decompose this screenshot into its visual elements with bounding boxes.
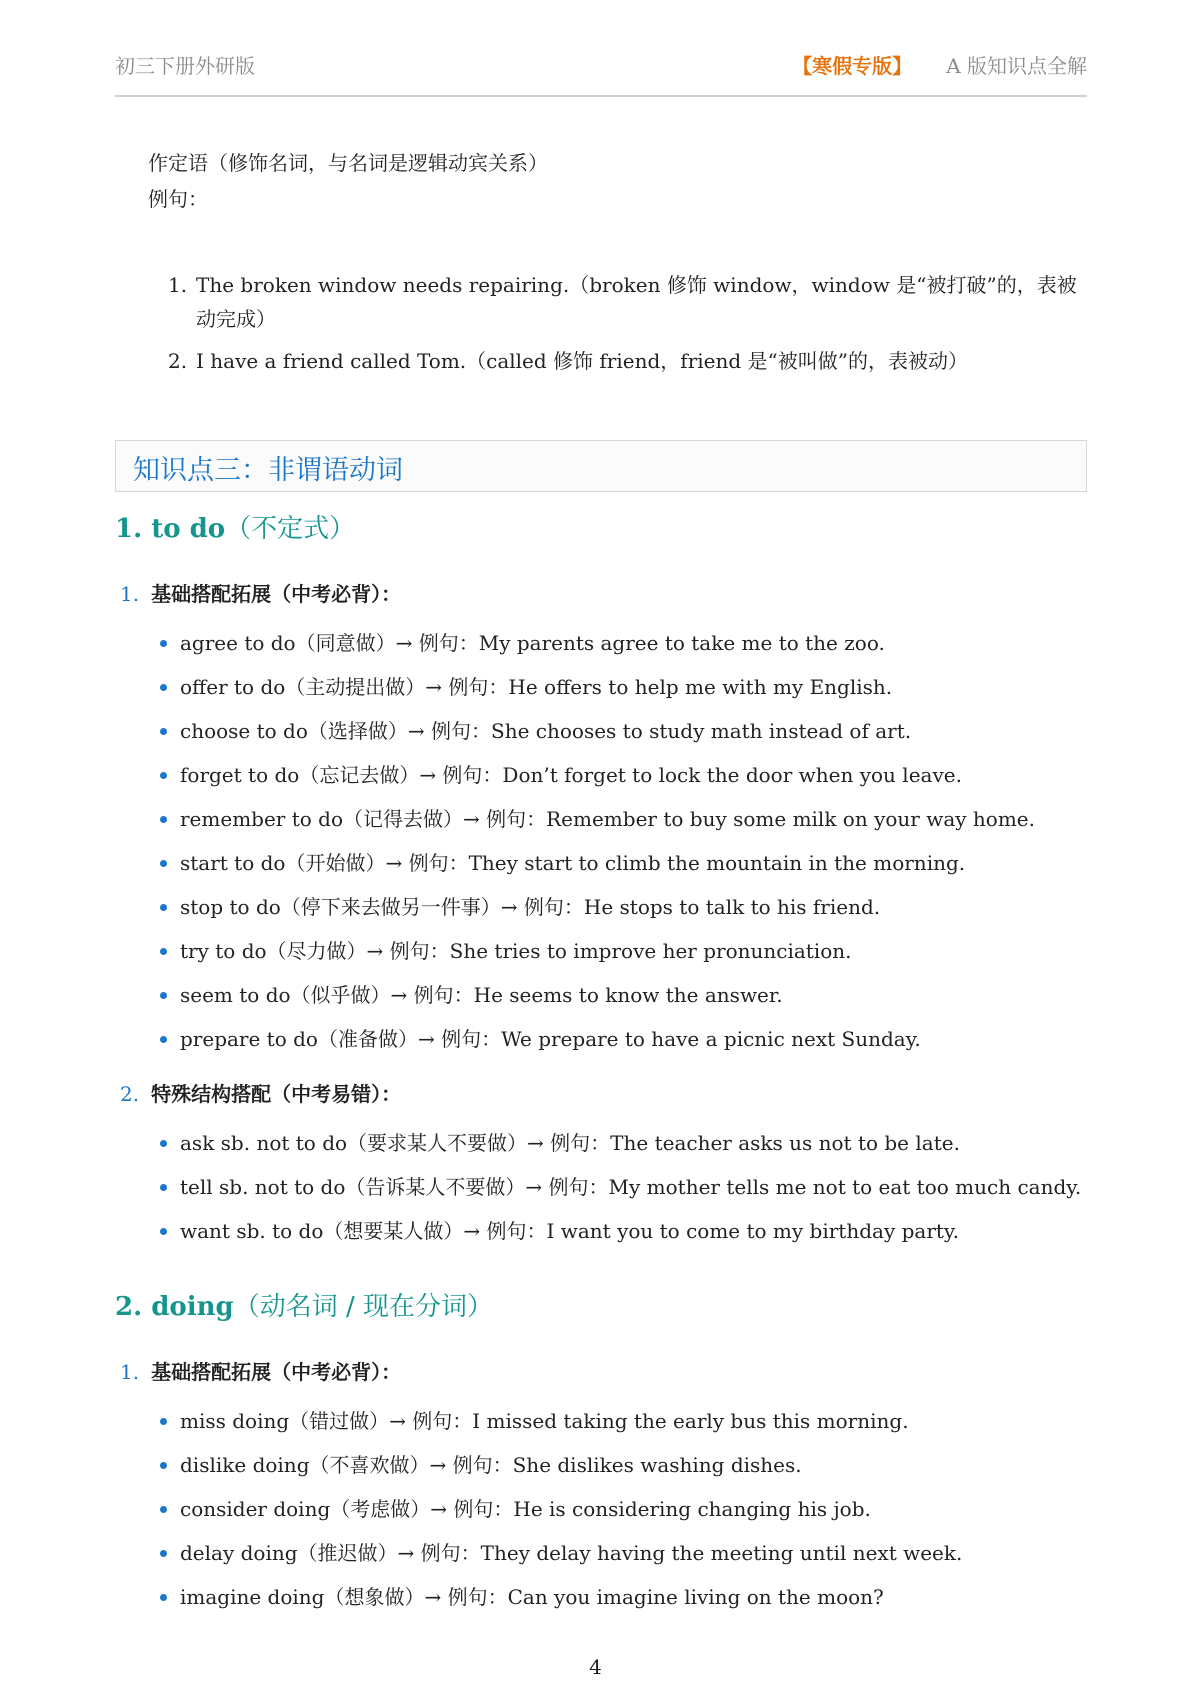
list-item (160, 672, 1035, 716)
bullet-icon (160, 948, 167, 955)
subheading-doing-en: 2. doing (115, 1292, 234, 1322)
to-do-basic-list (160, 628, 1035, 1068)
list-item (160, 804, 1035, 848)
group-label (120, 578, 401, 607)
list-item (160, 1172, 1081, 1216)
bullet-icon (160, 860, 167, 867)
bullet-icon (160, 1550, 167, 1557)
intro-block (148, 145, 548, 217)
subheading-to-do-cn: （不定式） (225, 514, 356, 544)
subheading-doing (115, 1286, 493, 1323)
list-item-text: forget to do（忘记去做）→ 例句：Don’t forget to lock the door when you leave. (180, 763, 962, 787)
to-do-special-list (160, 1128, 1081, 1260)
list-item (160, 1494, 962, 1538)
bullet-icon (160, 728, 167, 735)
example-number: 1. (168, 273, 188, 297)
list-item-text: imagine doing（想象做）→ 例句：Can you imagine living on the moon? (180, 1585, 884, 1609)
example-number: 2. (168, 349, 188, 373)
bullet-icon (160, 1462, 167, 1469)
bullet-icon (160, 1506, 167, 1513)
list-item (160, 1582, 962, 1626)
group-number: 2. (120, 1082, 140, 1106)
list-item (160, 760, 1035, 804)
list-item-text: consider doing（考虑做）→ 例句：He is considering changing his job. (180, 1497, 871, 1521)
bullet-icon (160, 640, 167, 647)
group-title: 特殊结构搭配（中考易错）： (151, 1082, 402, 1106)
list-item-text: offer to do（主动提出做）→ 例句：He offers to help me with my English. (180, 675, 893, 699)
group-number: 1. (120, 582, 140, 606)
list-item-text: miss doing（错过做）→ 例句：I missed taking the early bus this morning. (180, 1409, 909, 1433)
list-item-text: agree to do（同意做）→ 例句：My parents agree to take me to the zoo. (180, 631, 885, 655)
list-item (160, 980, 1035, 1024)
list-item (160, 936, 1035, 980)
list-item (160, 1024, 1035, 1068)
list-item-text: seem to do（似乎做）→ 例句：He seems to know the answer. (180, 983, 783, 1007)
doing-basic-list (160, 1406, 962, 1626)
bullet-icon (160, 1036, 167, 1043)
intro-line-attributive: 作定语（修饰名词，与名词是逻辑动宾关系） (148, 151, 548, 175)
list-item-text: choose to do（选择做）→ 例句：She chooses to study math instead of art. (180, 719, 912, 743)
list-item-text: delay doing（推迟做）→ 例句：They delay having the meeting until next week. (180, 1541, 963, 1565)
bullet-icon (160, 816, 167, 823)
list-item (160, 1216, 1081, 1260)
example-item (168, 344, 1087, 378)
subheading-to-do (115, 508, 355, 545)
list-item (160, 716, 1035, 760)
list-item-text: dislike doing（不喜欢做）→ 例句：She dislikes washing dishes. (180, 1453, 802, 1477)
list-item-text: tell sb. not to do（告诉某人不要做）→ 例句：My mother tells me not to eat too much candy. (180, 1175, 1082, 1199)
list-item-text: try to do（尽力做）→ 例句：She tries to improve her pronunciation. (180, 939, 852, 963)
section-title: 知识点三：非谓语动词 (133, 455, 403, 486)
example-text: I have a friend called Tom.（called 修饰 friend，friend 是“被叫做”的，表被动） (196, 349, 968, 373)
page-number: 4 (589, 1655, 602, 1679)
bullet-icon (160, 1140, 167, 1147)
group-label (120, 1078, 401, 1107)
list-item-text: stop to do（停下来去做另一件事）→ 例句：He stops to talk to his friend. (180, 895, 881, 919)
header-right-group (792, 50, 1087, 79)
bullet-icon (160, 684, 167, 691)
list-item (160, 628, 1035, 672)
header-divider (115, 95, 1087, 97)
bullet-icon (160, 1228, 167, 1235)
group-title: 基础搭配拓展（中考必背）： (151, 582, 402, 606)
intro-line-example-label: 例句： (148, 187, 208, 211)
group-label (120, 1356, 401, 1385)
list-item-text: remember to do（记得去做）→ 例句：Remember to buy some milk on your way home. (180, 807, 1035, 831)
bullet-icon (160, 1418, 167, 1425)
example-text: The broken window needs repairing.（broken 修饰 window，window 是“被打破”的，表被动完成） (196, 273, 1077, 331)
example-item (168, 268, 1087, 336)
list-item (160, 1128, 1081, 1172)
bullet-icon (160, 904, 167, 911)
list-item (160, 1538, 962, 1582)
subheading-to-do-en: 1. to do (115, 514, 226, 544)
example-list (168, 268, 1087, 386)
list-item-text: prepare to do（准备做）→ 例句：We prepare to have a picnic next Sunday. (180, 1027, 921, 1051)
bullet-icon (160, 1594, 167, 1601)
section-title-box (115, 440, 1087, 492)
list-item (160, 1406, 962, 1450)
list-item (160, 892, 1035, 936)
bullet-icon (160, 772, 167, 779)
subheading-doing-cn: （动名词 / 现在分词） (233, 1292, 493, 1322)
header-edition-tag: 【寒假专版】 (792, 54, 913, 78)
group-title: 基础搭配拓展（中考必背）： (151, 1360, 402, 1384)
header-subtitle: A 版知识点全解 (946, 54, 1087, 78)
page-header (115, 46, 1087, 82)
group-number: 1. (120, 1360, 140, 1384)
header-book-title: 初三下册外研版 (115, 54, 255, 78)
list-item (160, 1450, 962, 1494)
bullet-icon (160, 992, 167, 999)
list-item (160, 848, 1035, 892)
bullet-icon (160, 1184, 167, 1191)
list-item-text: want sb. to do（想要某人做）→ 例句：I want you to come to my birthday party. (180, 1219, 959, 1243)
list-item-text: start to do（开始做）→ 例句：They start to climb the mountain in the morning. (180, 851, 966, 875)
list-item-text: ask sb. not to do（要求某人不要做）→ 例句：The teacher asks us not to be late. (180, 1131, 960, 1155)
